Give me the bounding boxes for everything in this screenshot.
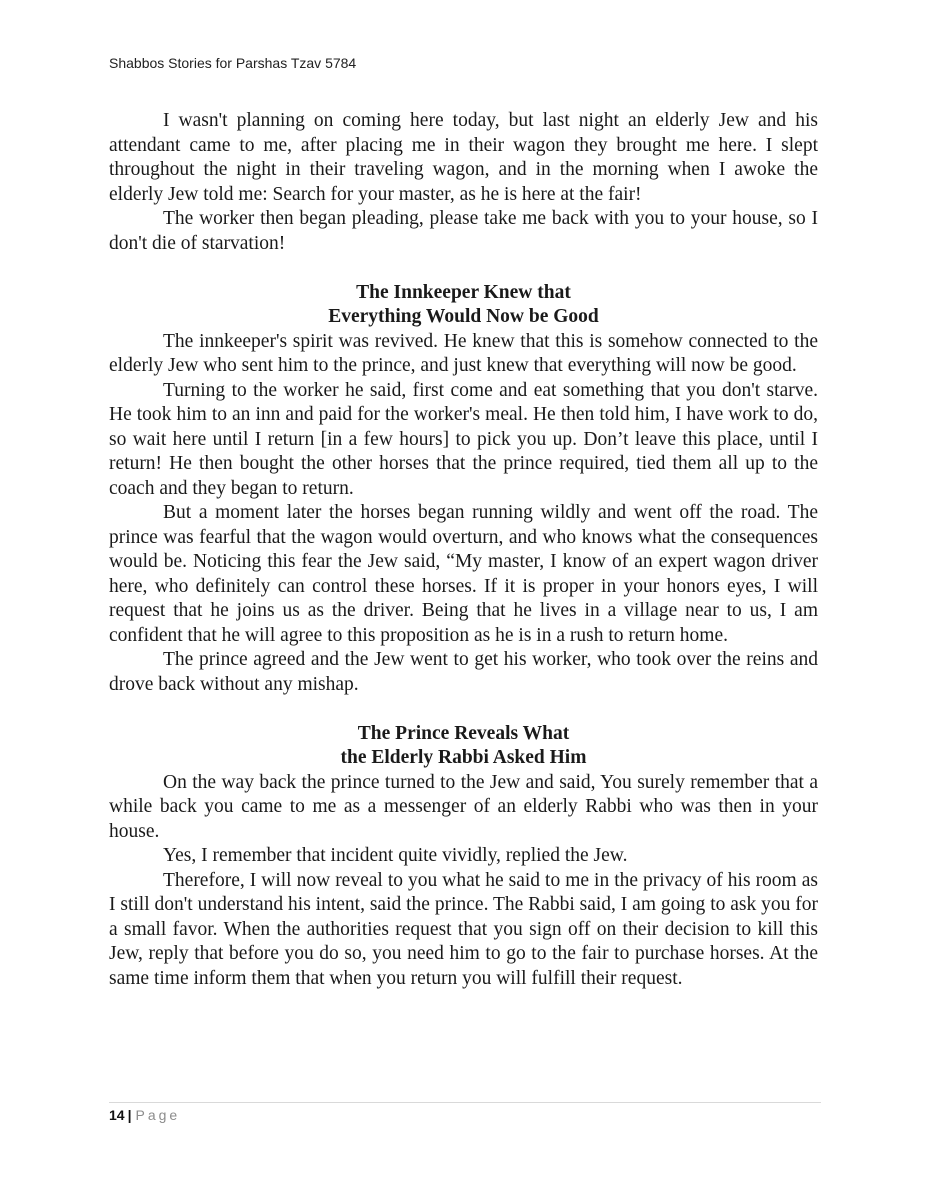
section-heading-line: The Prince Reveals What (357, 722, 570, 744)
paragraph: But a moment later the horses began running wildly and went off the road. The prince was fearful that the wagon would overturn, and who knows what the consequences would be. Noticing this fear the Jew said, “My master, I know of an expert wagon driver here, who definitely can control these horses. If it is proper in your honors eyes, I will request that he joins us as the driver. Being that he lives in a village near to us, I am confident that he will agree to this proposition as he is in a rush to return home. (109, 502, 818, 646)
paragraph: On the way back the prince turned to the Jew and said, You surely remember that a while back you came to me as a messenger of an elderly Rabbi who was then in your house. (109, 771, 818, 842)
section-heading-line: The Innkeeper Knew that (356, 281, 571, 303)
section-heading (109, 281, 818, 330)
footer-divider (109, 1102, 821, 1103)
footer-separator: | (127, 1107, 132, 1123)
page-footer (109, 1107, 180, 1123)
section-heading-line: Everything Would Now be Good (328, 306, 599, 327)
page-label: Page (135, 1107, 181, 1123)
page-body (109, 109, 818, 991)
page-number: 14 (109, 1107, 125, 1123)
paragraph: The innkeeper's spirit was revived. He knew that this is somehow connected to the elderly Jew who sent him to the prince, and just knew that everything will now be good. (109, 330, 818, 376)
section-heading (109, 722, 818, 771)
running-header: Shabbos Stories for Parshas Tzav 5784 (109, 55, 357, 71)
paragraph: Turning to the worker he said, first come and eat something that you don't starve. He took him to an inn and paid for the worker's meal. He then told him, I have work to do, so wait here until I return [in a few hours] to pick you up. Don’t leave this place, until I return! He then bought the other horses that the prince required, tied them all up to the coach and they began to return. (109, 379, 818, 499)
section-heading-line: the Elderly Rabbi Asked Him (340, 747, 587, 768)
paragraph: Yes, I remember that incident quite vividly, replied the Jew. (163, 845, 628, 866)
paragraph: The worker then began pleading, please take me back with you to your house, so I don't die of starvation! (109, 208, 818, 254)
paragraph: I wasn't planning on coming here today, but last night an elderly Jew and his attendant came to me, after placing me in their wagon they brought me here. I slept throughout the night in their traveling wagon, and in the morning when I awoke the elderly Jew told me: Search for your master, as he is here at the fair! (109, 110, 818, 205)
paragraph: The prince agreed and the Jew went to get his worker, who took over the reins and drove back without any mishap. (109, 649, 818, 695)
paragraph: Therefore, I will now reveal to you what he said to me in the privacy of his room as I still don't understand his intent, said the prince. The Rabbi said, I am going to ask you for a small favor. When the authorities request that you sign off on their decision to kill this Jew, reply that before you do so, you need him to go to the fair to purchase horses. At the same time inform them that when you return you will fulfill their request. (109, 869, 818, 989)
